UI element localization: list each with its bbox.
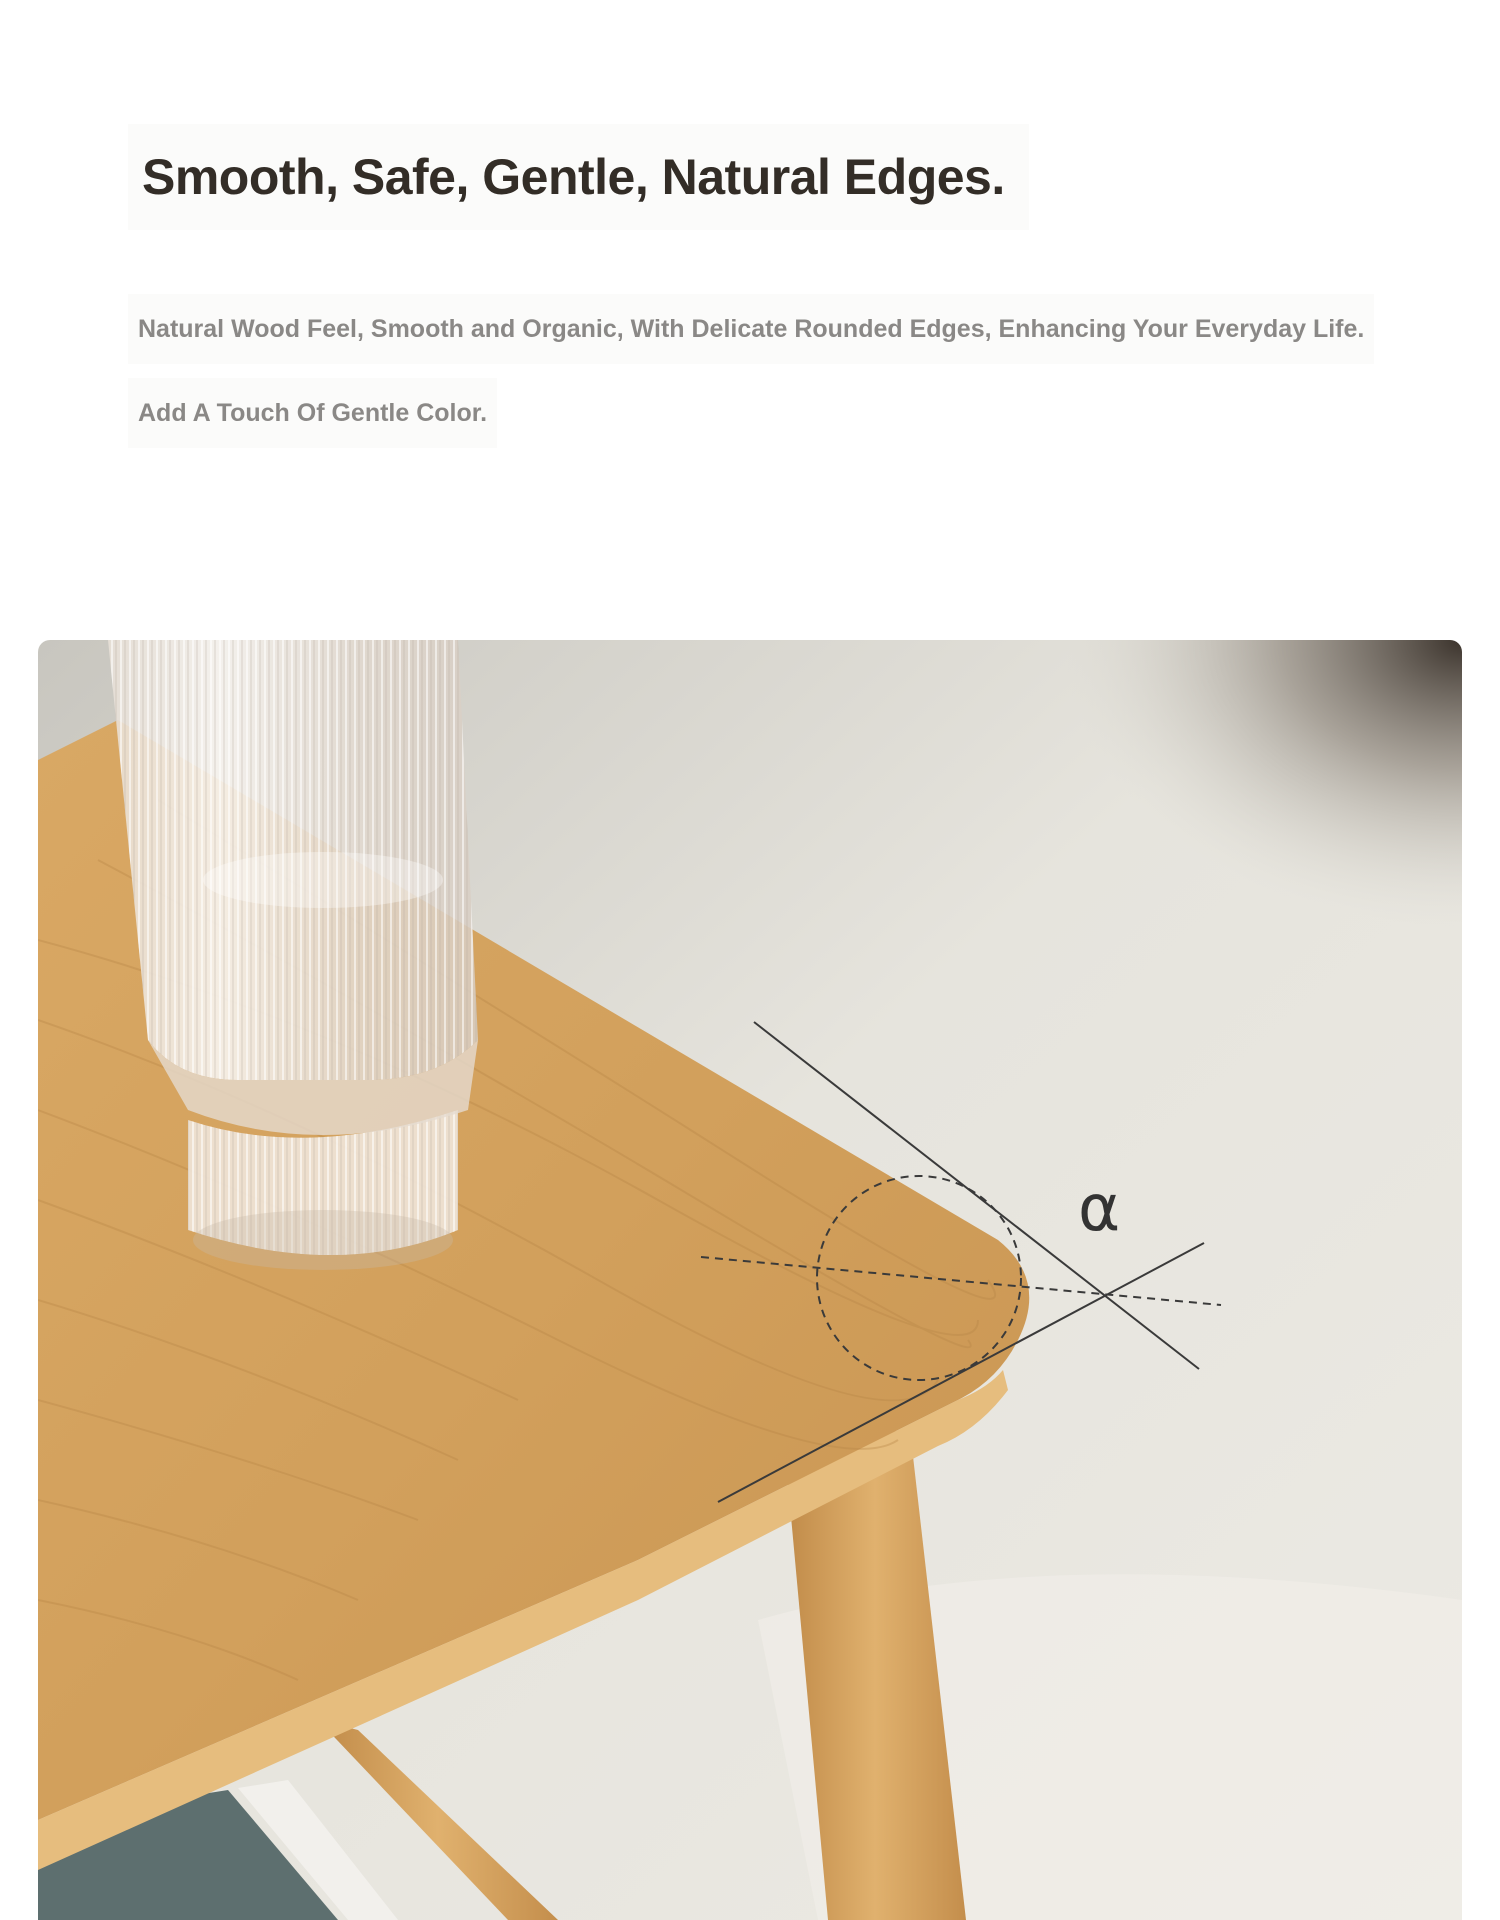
table-corner-illustration xyxy=(38,640,1462,1920)
page-title: Smooth, Safe, Gentle, Natural Edges. xyxy=(142,149,1005,205)
angle-label: α xyxy=(1078,1172,1121,1246)
subtitle-box-1 xyxy=(128,294,1374,364)
subtitle-line-2: Add A Touch Of Gentle Color. xyxy=(138,398,488,427)
subtitle-box-2 xyxy=(128,378,497,448)
subtitle-line-1: Natural Wood Feel, Smooth and Organic, With Delicate Rounded Edges, Enhancing Your Everyday Life. xyxy=(138,314,1365,343)
corner-shadow xyxy=(738,640,1462,1160)
title-box xyxy=(128,124,1029,230)
product-photo xyxy=(38,640,1462,1920)
